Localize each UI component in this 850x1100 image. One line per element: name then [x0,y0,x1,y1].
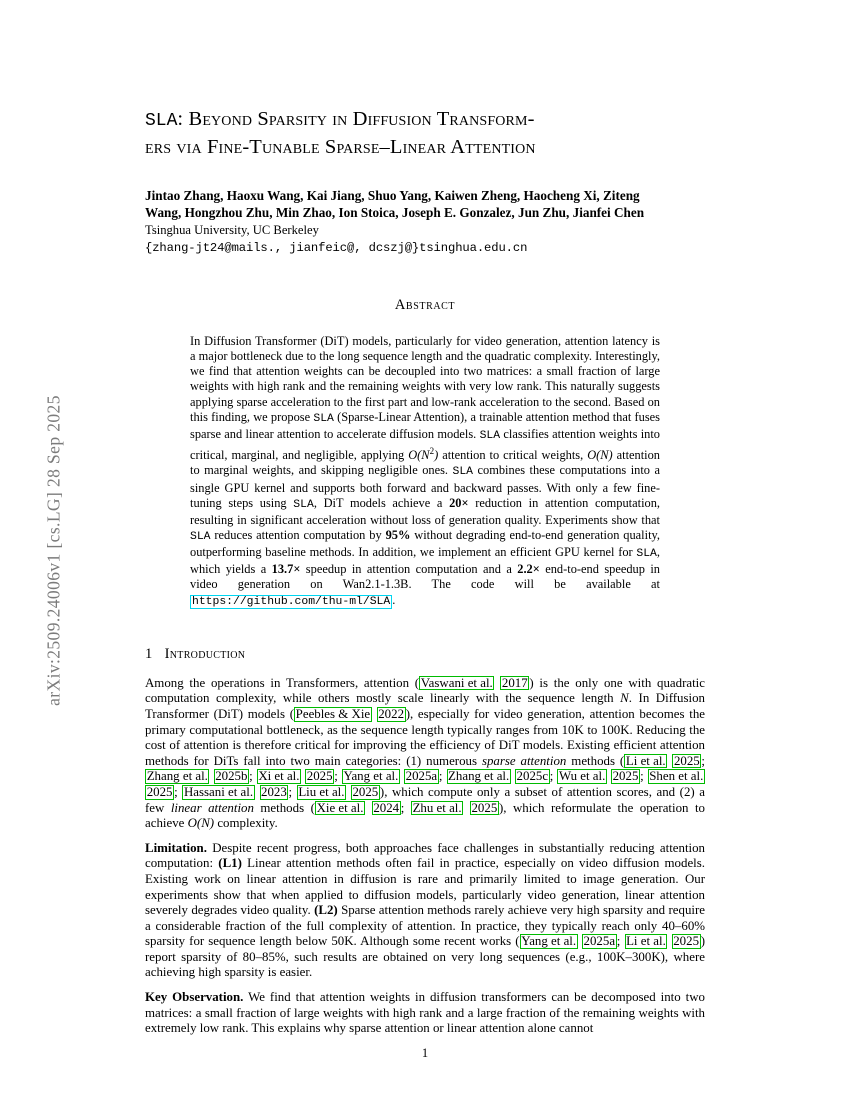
abstract-math-1-exp: 2 [429,446,435,457]
abstract-sla-4: SLA [293,498,314,511]
citation-peebles-year[interactable]: 2022 [378,706,405,721]
abstract-bold-4: 2.2× [517,562,540,577]
repository-url-link[interactable]: https://github.com/thu-ml/SLA [192,595,391,608]
citation-year[interactable]: 2025a [405,769,438,784]
limitation-t1: Despite recent progress, both approaches face challenges in substantially reducing attention computation: [145,840,705,871]
citation-peebles-author[interactable]: Peebles & Xie [295,706,371,721]
citation-year[interactable]: 2025b [215,769,248,784]
abstract-sla-1: SLA [313,412,334,425]
citation-author[interactable]: Yang et al. [521,934,577,949]
abstract-text-4: attention to critical weights, [438,448,588,463]
title-line-1-rest: : Beyond Sparsity in Diffusion Transform- [177,108,535,130]
limitation-lead-in: Limitation. [145,840,207,855]
intro-p1-n: N [620,691,629,706]
limitation-t2: Linear attention methods often fail in practice, especially on video diffusion models. Existing work on linear attention in diffusion is rare and primarily limited to image generation. Our experiments show that when applied to diffusion models, particularly video generation, linear attention severely degrades video quality. [145,856,705,918]
citation-year[interactable]: 2024 [373,800,400,815]
citation-author[interactable]: Xie et al. [316,800,364,815]
limitation-citation-group: Yang et al. 2025a ; Li et al. 2025 [521,934,700,949]
citation-author[interactable]: Shen et al. [649,769,704,784]
limitation-l1-label: (L1) [218,856,242,871]
page-number: 1 [421,1046,429,1060]
abstract-text-1: In Diffusion Transformer (DiT) models, particularly for video generation, attention latency is a major bottleneck due to the long sequence length and the quadratic complexity. Interestingly, we find that attention weights can be decoupled into two matrices: a small fraction of large weights with high rank and the remaining weights with very low rank. This naturally suggests applying sparse acceleration to the first part and low-rank acceleration to the second. Based on this finding, we propose [190,334,660,424]
citation-vaswani-year[interactable]: 2017 [501,675,528,690]
key-observation-lead-in: Key Observation. [145,990,244,1005]
citation-year[interactable]: 2023 [261,784,287,799]
abstract-text-5: attention to marginal weights, and skipping negligible ones. [190,448,660,478]
citation-year[interactable]: 2025 [146,784,173,799]
limitation-t4: ) report sparsity of 80–85%, such results are obtained on very long sequences (e.g., 100K–300K), where achieving high sparsity is easier. [145,934,705,980]
abstract-text-6: combines these computations into a single GPU kernel and supports both forward and backward passes. With only a few fine-tuning steps using [190,463,660,510]
abstract-text-13: end-to-end speedup in video generation on Wan2.1-1.3B. The code will be available at [190,562,660,592]
citation-year[interactable]: 2025 [352,784,379,799]
citation-year[interactable]: 2025c [516,769,549,784]
abstract-bold-1: 20× [449,495,469,510]
abstract-math-1: O(N [408,448,430,463]
abstract-bold-2: 95% [385,528,411,542]
abstract-math-2: O(N) [587,448,613,463]
citation-author[interactable]: Li et al. [626,934,666,949]
intro-p1-t2: ) is the only one with quadratic computation complexity, while others mostly scale linearly with the sequence length [145,675,705,706]
intro-p1-math: O(N) [187,816,215,831]
citation-author[interactable]: Hassani et al. [183,784,254,799]
citation-year[interactable]: 2025 [673,934,700,949]
abstract-sla-2: SLA [479,429,501,442]
abstract-text-12: speedup in attention computation and a [300,562,518,577]
affiliation: Tsinghua University, UC Berkeley [145,223,319,237]
abstract-section [145,297,705,610]
citation-author[interactable]: Wu et al. [558,769,606,784]
title-line-1 [145,106,705,134]
intro-p1-it1: sparse attention [481,753,567,768]
section-number: 1 [145,645,153,662]
linear-citation-group: Xie et al. 2024 ; Zhu et al. 2025 [316,800,498,815]
citation-year[interactable]: 2025 [471,800,498,815]
page-content [145,0,705,1100]
limitation-l2-label: (L2) [314,903,338,918]
abstract-text-9: reduces attention computation by [210,528,386,542]
author-block [145,188,705,257]
abstract-text-2: (Sparse-Linear Attention), a trainable attention method that fuses sparse and linear attention to accelerate diffusion models. [190,409,660,441]
citation-author[interactable]: Zhu et al. [412,800,462,815]
intro-p1-t5: methods ( [566,753,625,768]
intro-paragraph-1 [145,676,705,832]
abstract-text-10: without degrading end-to-end generation quality, outperforming baseline methods. In addition, we implement an efficient GPU kernel for [190,528,660,560]
intro-p1-t6: ), which compute only a subset of attention scores, and (2) a few [145,784,705,815]
abstract-text-7: , DiT models achieve a [313,495,450,510]
abstract-text-11: , which yields a [190,545,660,577]
citation-author[interactable]: Zhang et al. [448,769,510,784]
abstract-bold-3: 13.7× [271,562,301,577]
citation-author[interactable]: Yang et al. [343,769,399,784]
citation-author[interactable]: Xi et al. [258,769,300,784]
citation-author[interactable]: Liu et al. [298,784,345,799]
abstract-text-8: reduction in attention computation, resulting in significant acceleration without loss of generation quality. Experiments show that [190,495,661,527]
limitation-t3: Sparse attention methods rarely achieve very high sparsity and require a considerable fraction of the full complexity of attention. In practice, they typically reach only 40–60% sparsity for sequence length below 50K. Although some recent works ( [145,903,705,949]
abstract-heading: Abstract [394,297,456,313]
abstract-math-1-end: ) [434,448,439,463]
intro-p1-t1: Among the operations in Transformers, attention ( [145,675,420,690]
citation-author[interactable]: Li et al. [625,753,666,768]
intro-p1-t3: . In Diffusion Transformer (DiT) models ( [145,691,705,721]
section-heading-introduction [145,646,705,663]
key-observation-text: We find that attention weights in diffusion transformers can be decomposed into two matrices: a small fraction of large weights with high rank and a large fraction of the remaining weights with extremely low rank. This explains why sparse attention or linear attention alone cannot [145,990,705,1036]
title-mono-prefix: SLA [145,111,178,131]
authors-line-1: Jintao Zhang, Haoxu Wang, Kai Jiang, Shuo Yang, Kaiwen Zheng, Haocheng Xi, Ziteng [145,188,640,203]
intro-paragraph-key-observation [145,990,705,1037]
citation-year[interactable]: 2025 [612,769,639,784]
page-title [145,106,705,160]
citation-year[interactable]: 2025 [673,753,700,768]
abstract-sla-3: SLA [452,466,474,479]
citation-year[interactable]: 2025 [306,769,333,784]
arxiv-stamp: arXiv:2509.24006v1 [cs.LG] 28 Sep 2025 [43,395,64,706]
intro-p1-it2: linear attention [170,800,254,815]
abstract-text-3: classifies attention weights into critical, marginal, and negligible, applying [190,426,660,463]
title-line-2: ers via Fine-Tunable Sparse–Linear Attention [145,136,536,158]
abstract-body [190,334,660,610]
abstract-text-14: . [392,592,396,607]
abstract-sla-6: SLA [636,548,657,561]
section-title: Introduction [164,645,246,662]
intro-p1-t8: ), which reformulate the operation to achieve [145,800,705,831]
intro-p1-t9: complexity. [214,816,278,831]
email-addresses: {zhang-jt24@mails., jianfeic@, dcszj@}tsinghua.edu.cn [145,241,528,255]
citation-vaswani-author[interactable]: Vaswani et al. [420,675,493,690]
intro-p1-t4: ), especially for video generation, attention becomes the primary computational bottleneck, as the sequence length typically ranges from 10K to 100K. Reducing the cost of attention is therefore critical for improving the efficiency of DiT models. Existing efficient attention methods for DiTs fall into two main categories: (1) numerous [145,706,705,768]
authors-line-2: Wang, Hongzhou Zhu, Min Zhao, Ion Stoica, Joseph E. Gonzalez, Jun Zhu, Jianfei Chen [145,204,645,220]
sparse-citation-group: Li et al. 2025 ; Zhang et al. 2025b ; Xi et al. 2025 ; Yang et al. 2025a ; Zhang et al. 2025c ; Wu et al. 2025 ; Shen et al. 2025 ; Hassani et al. 2023 ; Liu et al. 2025 [146,753,705,799]
citation-year[interactable]: 2025a [583,934,616,949]
abstract-sla-5: SLA [190,531,211,543]
intro-paragraph-limitation [145,841,705,981]
citation-author[interactable]: Zhang et al. [146,769,208,784]
intro-p1-t7: methods ( [253,800,315,815]
